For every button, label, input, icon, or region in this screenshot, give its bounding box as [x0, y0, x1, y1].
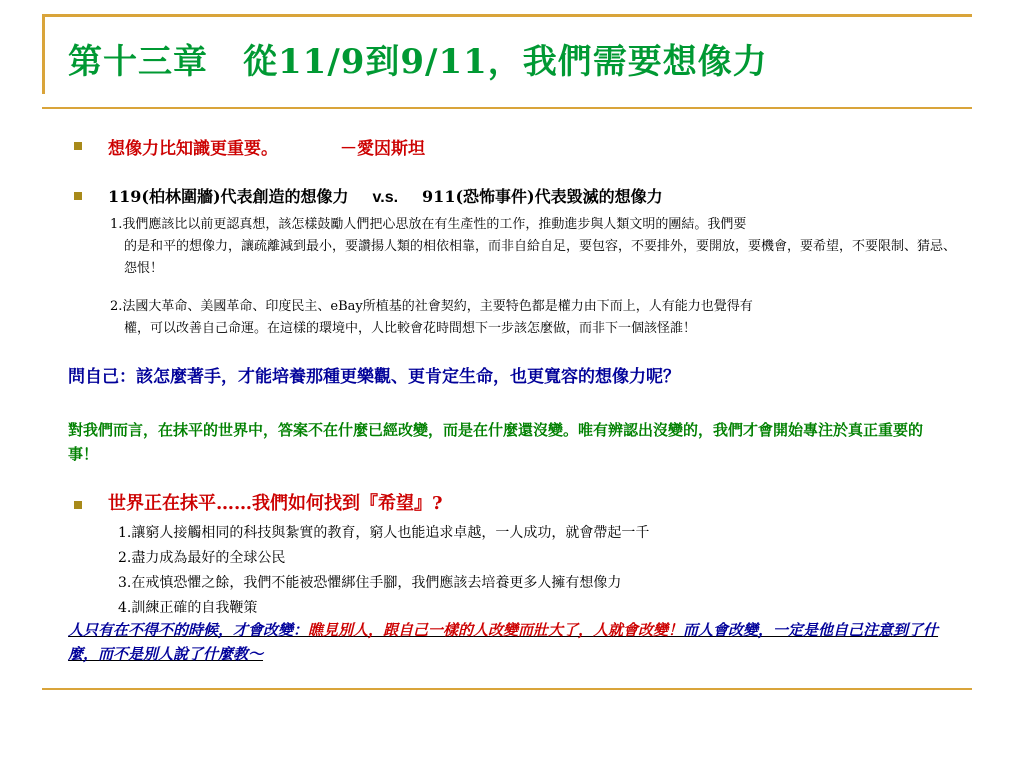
bullet-square-icon [74, 192, 82, 200]
paragraph-1 [110, 214, 960, 280]
einstein-quote [108, 134, 425, 159]
bullet-square-icon [74, 142, 82, 150]
hope-item-3: 3.在戒慎恐懼之餘，我們不能被恐懼綁住手腳，我們應該去培養更多人擁有想像力 [118, 575, 622, 591]
quote-text: 想像力比知識更重要。 [108, 139, 278, 159]
bottom-divider [42, 688, 972, 690]
slide-title: 第十三章 從11/9到9/11，我們需要想像力 [68, 42, 768, 82]
paragraph-2-rest: 權，可以改善自己命運。在這樣的環境中，人比較會花時間想下一步該怎麼做，而非下一個該怪誰！ [124, 321, 697, 336]
paragraph-2 [110, 296, 960, 340]
paragraph-1-rest: 的是和平的想像力，讓疏離減到最小，要讚揚人類的相依相靠，而非自給自足，要包容，不要排外，要開放，要機會，要希望，不要限制、猜忌、怨恨！ [124, 239, 957, 276]
change-tail: 而人會改變，一定是他自己注意到了什麼，而不是別人說了什麼教～ [68, 621, 939, 663]
hope-item-2: 2.盡力成為最好的全球公民 [118, 550, 286, 566]
compare-vs: v.s. [372, 189, 399, 206]
change-lead: 人只有在不得不的時候，才會改變： [68, 621, 309, 639]
paragraph-2-first: 2.法國大革命、美國革命、印度民主、eBay所植基的社會契約，主要特色都是權力由下而上，人有能力也覺得有 [110, 299, 753, 314]
frame-top-rule [42, 14, 972, 17]
frame-left-rule [42, 14, 45, 94]
hope-heading: 世界正在抹平……我們如何找到『希望』? [108, 493, 443, 514]
title-divider [42, 107, 972, 109]
hope-item-4: 4.訓練正確的自我鞭策 [118, 600, 258, 616]
response-text: 對我們而言，在抹平的世界中，答案不在什麼已經改變，而是在什麼還沒變。唯有辨認出沒變的，我們才會開始專注於真正重要的事！ [68, 421, 924, 463]
paragraph-1-first: 1.我們應該比以前更認真想，該怎樣鼓勵人們把心思放在有生產性的工作，推動進步與人類文明的團結。我們要 [110, 217, 747, 232]
change-statement [68, 618, 958, 666]
quote-author: －愛因斯坦 [340, 139, 425, 159]
compare-part1: 119(柏林圍牆)代表創造的想像力 [108, 187, 349, 206]
imagination-compare [108, 184, 663, 207]
change-highlight: 瞧見別人，跟自己一樣的人改變而壯大了，人就會改變！ [308, 621, 684, 639]
ask-yourself: 問自己：該怎麼著手，才能培養那種更樂觀、更肯定生命，也更寬容的想像力呢？ [68, 367, 680, 387]
compare-part2: 911(恐怖事件)代表毀滅的想像力 [422, 187, 663, 206]
hope-item-1: 1.讓窮人接觸相同的科技與紮實的教育，窮人也能追求卓越，一人成功，就會帶起一千 [118, 525, 650, 541]
bullet-square-icon [74, 501, 82, 509]
